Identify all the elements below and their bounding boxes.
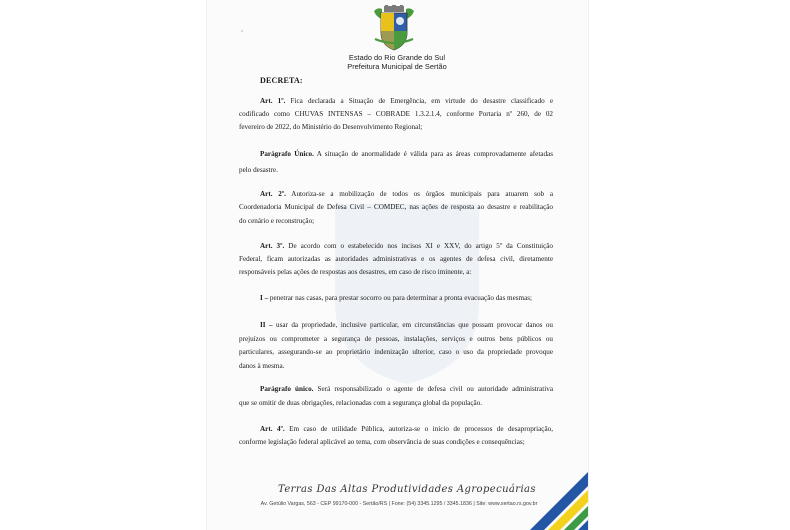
body-line: II – usar da propriedade, inclusive particular, em circunstâncias que possam provocar danos ou	[260, 321, 553, 329]
body-line: codificado como CHUVAS INTENSAS – COBRADE 1.3.2.1.4, conforme Portaria nº 260, de 02	[239, 110, 553, 118]
body-line: Parágrafo Único. A situação de anormalidade é válida para as áreas comprovadamente afetadas	[260, 150, 553, 158]
document-page	[207, 0, 588, 530]
body-line: I – penetrar nas casas, para prestar socorro ou para determinar a pronta evacuação das mesmas;	[260, 294, 533, 302]
body-line: danos à mesma.	[239, 362, 285, 370]
body-line: Art. 3º. De acordo com o estabelecido nos incisos XI e XXV, do artigo 5º da Constituição	[260, 242, 553, 250]
line-lead-in: II –	[260, 321, 273, 329]
body-line: Art. 1º. Fica declarada a Situação de Emergência, em virtude do desastre classificado e	[260, 97, 553, 105]
body-line: particulares, assegurando-se ao proprietário indenização ulterior, caso o uso da propriedade provoque	[239, 348, 553, 356]
line-lead-in: Art. 1º.	[260, 97, 286, 105]
municipal-motto: Terras Das Altas Produtividades Agropecuárias	[278, 484, 536, 495]
line-lead-in: Art. 4º.	[260, 425, 285, 433]
body-line: do cenário e reconstrução;	[239, 217, 315, 225]
municipal-crest-icon	[372, 5, 416, 51]
footer-address: Av. Getúlio Vargas, 563 - CEP 99170-000 - Sertão/RS | Fone: (54) 3345.1295 / 3345.1836 | Site: www.sertao.rs.gov.br	[260, 501, 538, 507]
corner-stripes-icon	[528, 470, 588, 530]
body-line: que se omitir de duas obrigações, relacionadas com a segurança global da população.	[239, 399, 483, 407]
body-line: Federal, ficam autorizadas as autoridades administrativas e os agentes de defesa civil, diretamente	[239, 255, 553, 263]
body-line: Art. 4º. Em caso de utilidade Pública, autoriza-se o início de processos de desapropriação,	[260, 425, 553, 433]
line-lead-in: Parágrafo Único.	[260, 150, 314, 158]
body-line: Parágrafo único. Será responsabilizado o agente de defesa civil ou autoridade administrativa	[260, 385, 553, 393]
line-lead-in: Art. 2º.	[260, 190, 286, 198]
body-line: responsáveis pelas ações de respostas aos desastres, em caso de risco iminente, a:	[239, 268, 472, 276]
state-name: Estado do Rio Grande do Sul	[348, 53, 446, 62]
body-line: fevereiro de 2022, do Ministério do Desenvolvimento Regional;	[239, 123, 423, 131]
body-line: pelo desastre.	[239, 166, 278, 174]
body-line: conforme legislação federal aplicável ao tema, com observância de suas condições e consequências;	[239, 438, 525, 446]
body-line: Coordenadoria Municipal de Defesa Civil – COMDEC, nas ações de resposta ao desastre e reabilitação	[239, 203, 553, 211]
line-lead-in: I –	[260, 294, 269, 302]
decree-heading: DECRETA:	[260, 76, 303, 85]
corner-mark: "	[241, 31, 244, 36]
prefecture-name: Prefeitura Municipal de Sertão	[347, 62, 447, 71]
body-line: prejuízos ou comprometer a segurança de pessoas, instalações, serviços e outros bens públicos ou	[239, 335, 553, 343]
line-lead-in: Art. 3º.	[260, 242, 285, 250]
line-lead-in: Parágrafo único.	[260, 385, 314, 393]
body-line: Art. 2º. Autoriza-se a mobilização de todos os órgãos municipais para atuarem sob a	[260, 190, 553, 198]
